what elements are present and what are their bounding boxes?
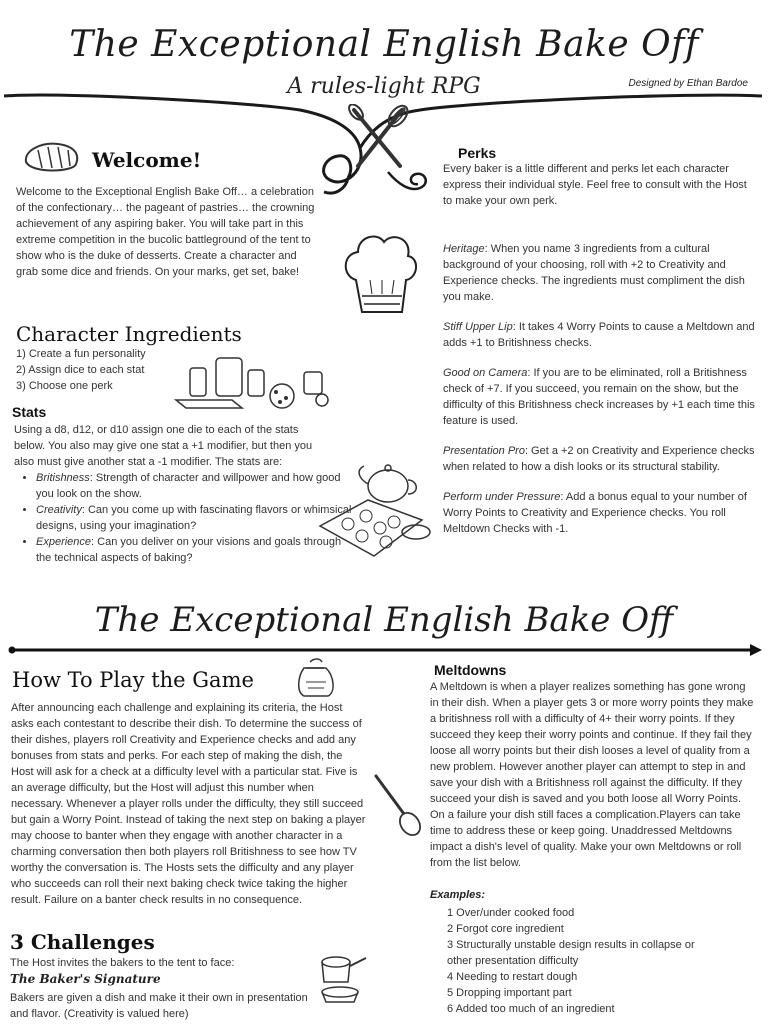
list-item: other presentation difficulty xyxy=(447,955,579,967)
list-item xyxy=(36,470,356,502)
perk-item xyxy=(443,489,755,537)
perks-heading: Perks xyxy=(458,145,497,161)
stat-desc: : Can you deliver on your visions and goals through the technical aspects of baking? xyxy=(36,536,342,564)
howto-heading: How To Play the Game xyxy=(12,668,254,692)
meltdowns-heading: Meltdowns xyxy=(434,662,507,678)
stats-list xyxy=(10,470,356,566)
stats-heading: Stats xyxy=(12,404,47,420)
list-item: 1 Over/under cooked food xyxy=(447,907,575,919)
stat-desc: : Can you come up with fascinating flavors or whimsical designs, using your imagination? xyxy=(36,504,352,532)
perk-name: Presentation Pro xyxy=(443,445,525,457)
whisk-spoon-icon xyxy=(346,104,410,172)
designer-credit: Designed by Ethan Bardoe xyxy=(628,78,748,89)
chef-hat-icon xyxy=(340,228,420,320)
bread-icon xyxy=(22,140,82,176)
page-subtitle: A rules-light RPG xyxy=(287,74,481,99)
perk-item xyxy=(443,319,755,351)
perk-name: Heritage xyxy=(443,243,485,255)
howto-text: After announcing each challenge and explaining its criteria, the Host asks each contestant to describe their dish. To determine the success of their dishes, players roll Creativity and Experience checks and add any bonuses from stats and perks. For each step of making the dish, the Host will ask for a check at a difficulty level with a particular stat. Five is an average difficulty, but the Host will adjust this number when necessary. Whenever a player rolls under the difficulty, they still succeed but gain a Worry Point. Instead of taking the next step on baking a player may choose to banter when they engage with another character in a charming conversation then both players roll Britishness to see how TV worthy the conversation is. The Hosts sets the difficulty and any player who succeeds can roll their next baking check twice taking the higher result. Failure on a banter check results in no consequence. xyxy=(11,702,366,906)
list-item xyxy=(36,502,356,534)
perk-name: Perform under Pressure xyxy=(443,491,561,503)
baking-ingredients-illustration xyxy=(172,352,342,414)
welcome-heading: Welcome! xyxy=(92,148,202,172)
perk-desc: : If you are to be eliminated, roll a Britishness check of +7. If you succeed, you remain on the show, but the difficulty of this Britishness check increases by +1 each time this feature is used. xyxy=(443,367,755,427)
stats-intro: Using a d8, d12, or d10 assign one die to each of the stats below. You also may give one stat a +1 modifier, but then you also must give another stat a -1 modifier. The stats are: xyxy=(14,424,313,468)
meltdown-examples xyxy=(447,905,747,1017)
pots-pans-icon xyxy=(312,936,370,1006)
examples-label: Examples: xyxy=(430,889,486,901)
teapot-muffin-tray-illustration xyxy=(318,456,438,562)
list-item: 6 Added too much of an ingredient xyxy=(447,1003,615,1015)
page-title: The Exceptional English Bake Off xyxy=(69,24,699,65)
perk-item xyxy=(443,365,755,429)
stat-name: Creativity xyxy=(36,504,82,516)
section-divider-arrow xyxy=(0,642,768,658)
perks-content xyxy=(443,161,755,551)
challenge-title: The Baker's Signature xyxy=(10,972,161,986)
list-item: 3 Structurally unstable design results in collapse or xyxy=(447,939,695,951)
perk-desc: : When you name 3 ingredients from a cultural background of your choosing, roll with +2 to Creativity and Experience checks. The ingredients must compliment the dish you make. xyxy=(443,243,745,303)
perks-intro: Every baker is a little different and perks let each character express their individual style. Feel free to consult with the Host to make your own perk. xyxy=(443,163,747,207)
perk-name: Good on Camera xyxy=(443,367,528,379)
stat-desc: : Strength of character and willpower and how good you look on the show. xyxy=(36,472,341,500)
welcome-text: Welcome to the Exceptional English Bake Off… a celebration of the confectionary… the pageant of pastries… the crowning achievement of any aspiring baker. You will take part in this extreme competition in the bucolic battleground of the tent to show who is the duke of desserts. Create a character and grab some dice and friends. On your marks, get set, bake! xyxy=(16,186,315,278)
list-item: 5 Dropping important part xyxy=(447,987,572,999)
spoon-icon xyxy=(370,770,426,840)
stat-name: Experience xyxy=(36,536,92,548)
list-item: 1) Create a fun personality xyxy=(16,348,146,360)
perk-item xyxy=(443,443,755,475)
list-item: 2 Forgot core ingredient xyxy=(447,923,564,935)
challenges-heading: 3 Challenges xyxy=(10,930,155,954)
perk-item xyxy=(443,241,755,305)
perk-desc: : Add a bonus equal to your number of Worry Points to Creativity and Experience checks. You roll Meltdown Checks with -1. xyxy=(443,491,747,535)
meltdowns-text: A Meltdown is when a player realizes something has gone wrong in their dish. When a player gets 3 or more worry points they make a britishness roll with a difficulty of 4+ their worry points. If they succeed they keep their worry points and continue. If they fail they loose all worry points but their dish looses a level of quality from a new problem. However another player can attempt to step in and save your dish with a Britishness roll against the difficulty. If they succeed your dish is saved and you both loose all Worry Points. On a failure your dish still faces a complication.Players can take time to address these or keep going. Unaddressed Meltdowns impact a dish's level of quality. Make your own Meltdowns or roll from the list below. xyxy=(430,681,754,869)
section2-title: The Exceptional English Bake Off xyxy=(94,600,674,640)
character-steps xyxy=(16,346,196,394)
perk-desc: : Get a +2 on Creativity and Experience checks when related to how a dish looks or its structural stability. xyxy=(443,445,755,473)
list-item: 3) Choose one perk xyxy=(16,380,113,392)
list-item: 2) Assign dice to each stat xyxy=(16,364,145,376)
challenge-desc: Bakers are given a dish and make it their own in presentation and flavor. (Creativity is valued here) xyxy=(10,992,308,1020)
perk-desc: : It takes 4 Worry Points to cause a Meltdown and adds +1 to Britishness checks. xyxy=(443,321,755,349)
flour-sack-icon xyxy=(292,654,338,700)
list-item: 4 Needing to restart dough xyxy=(447,971,578,983)
challenges-intro: The Host invites the bakers to the tent to face: xyxy=(10,957,235,969)
character-heading: Character Ingredients xyxy=(16,322,242,346)
list-item xyxy=(36,534,356,566)
stat-name: Britishness xyxy=(36,472,90,484)
perk-name: Stiff Upper Lip xyxy=(443,321,513,333)
